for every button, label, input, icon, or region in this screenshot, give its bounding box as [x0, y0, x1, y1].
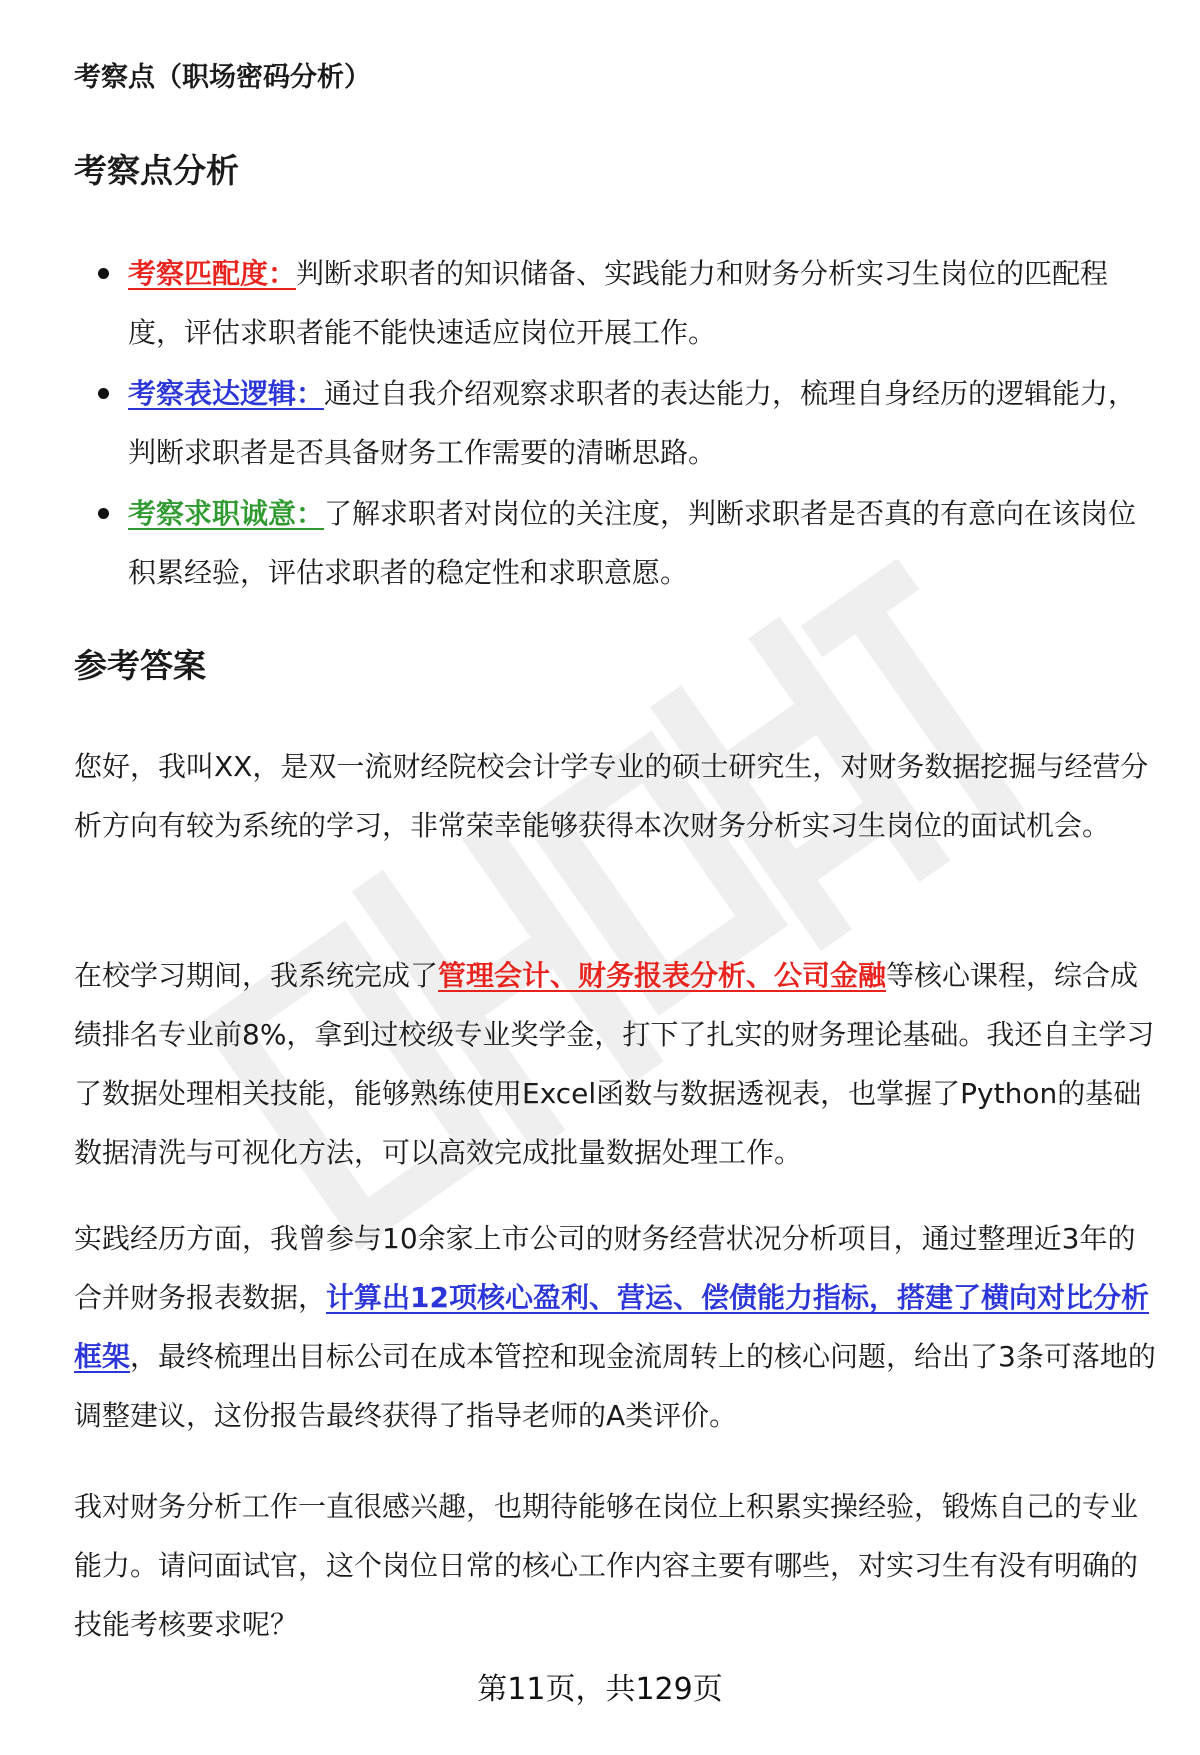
bullet-dot-icon	[98, 388, 109, 399]
topic-title: 考察点（职场密码分析）	[74, 62, 371, 93]
bullet-dot-icon	[98, 268, 109, 279]
highlight-achievement: 计算出12项核心盈利、营运、偿债能力指标，搭建了横向对比分析框架	[74, 1281, 1149, 1373]
answer-paragraph-closing: 我对财务分析工作一直很感兴趣，也期待能够在岗位上积累实操经验，锻炼自己的专业能力。请问面试官，这个岗位日常的核心工作内容主要有哪些，对实习生有没有明确的技能考核要求呢？	[74, 1490, 1139, 1641]
analysis-item-text: 通过自我介绍观察求职者的表达能力，梳理自身经历的逻辑能力，判断求职者是否具备财务工作需要的清晰思路。	[128, 377, 1137, 469]
analysis-item-logic	[74, 364, 1160, 482]
paragraph-text: ，最终梳理出目标公司在成本管控和现金流周转上的核心问题，给出了3条可落地的调整建议，这份报告最终获得了指导老师的A类评价。	[74, 1340, 1156, 1432]
analysis-list	[74, 244, 1160, 604]
answer-heading: 参考答案	[74, 646, 206, 685]
analysis-item-text: 判断求职者的知识储备、实践能力和财务分析实习生岗位的匹配程度，评估求职者能不能快速适应岗位开展工作。	[128, 257, 1109, 349]
answer-paragraph-study	[74, 946, 1160, 1182]
keyword-sincerity: 考察求职诚意：	[128, 497, 325, 530]
analysis-item-match	[74, 244, 1160, 362]
paragraph-text: 在校学习期间，我系统完成了	[74, 959, 439, 992]
analysis-item-text: 了解求职者对岗位的关注度，判断求职者是否真的有意向在该岗位积累经验，评估求职者的稳定性和求职意愿。	[128, 497, 1137, 589]
paragraph-text: 等核心课程，综合成绩排名专业前8%，拿到过校级专业奖学金，打下了扎实的财务理论基础。我还自主学习了数据处理相关技能，能够熟练使用Excel函数与数据透视表，也掌握了Python的基础数据清洗与可视化方法，可以高效完成批量数据处理工作。	[74, 959, 1155, 1169]
page-number: 第11页，共129页	[477, 1672, 723, 1707]
bullet-dot-icon	[98, 508, 109, 519]
highlight-courses: 管理会计、财务报表分析、公司金融	[438, 959, 887, 992]
keyword-match: 考察匹配度：	[128, 257, 297, 290]
answer-paragraph-intro: 您好，我叫XX，是双一流财经院校会计学专业的硕士研究生，对财务数据挖掘与经营分析方向有较为系统的学习，非常荣幸能够获得本次财务分析实习生岗位的面试机会。	[74, 750, 1149, 842]
paragraph-text: 实践经历方面，我曾参与10余家上市公司的财务经营状况分析项目，通过整理近3年的合并财务报表数据，	[74, 1222, 1136, 1314]
analysis-item-sincerity	[74, 484, 1160, 602]
analysis-heading: 考察点分析	[74, 151, 239, 190]
answer-paragraph-practice	[74, 1209, 1160, 1445]
keyword-logic: 考察表达逻辑：	[128, 377, 325, 410]
